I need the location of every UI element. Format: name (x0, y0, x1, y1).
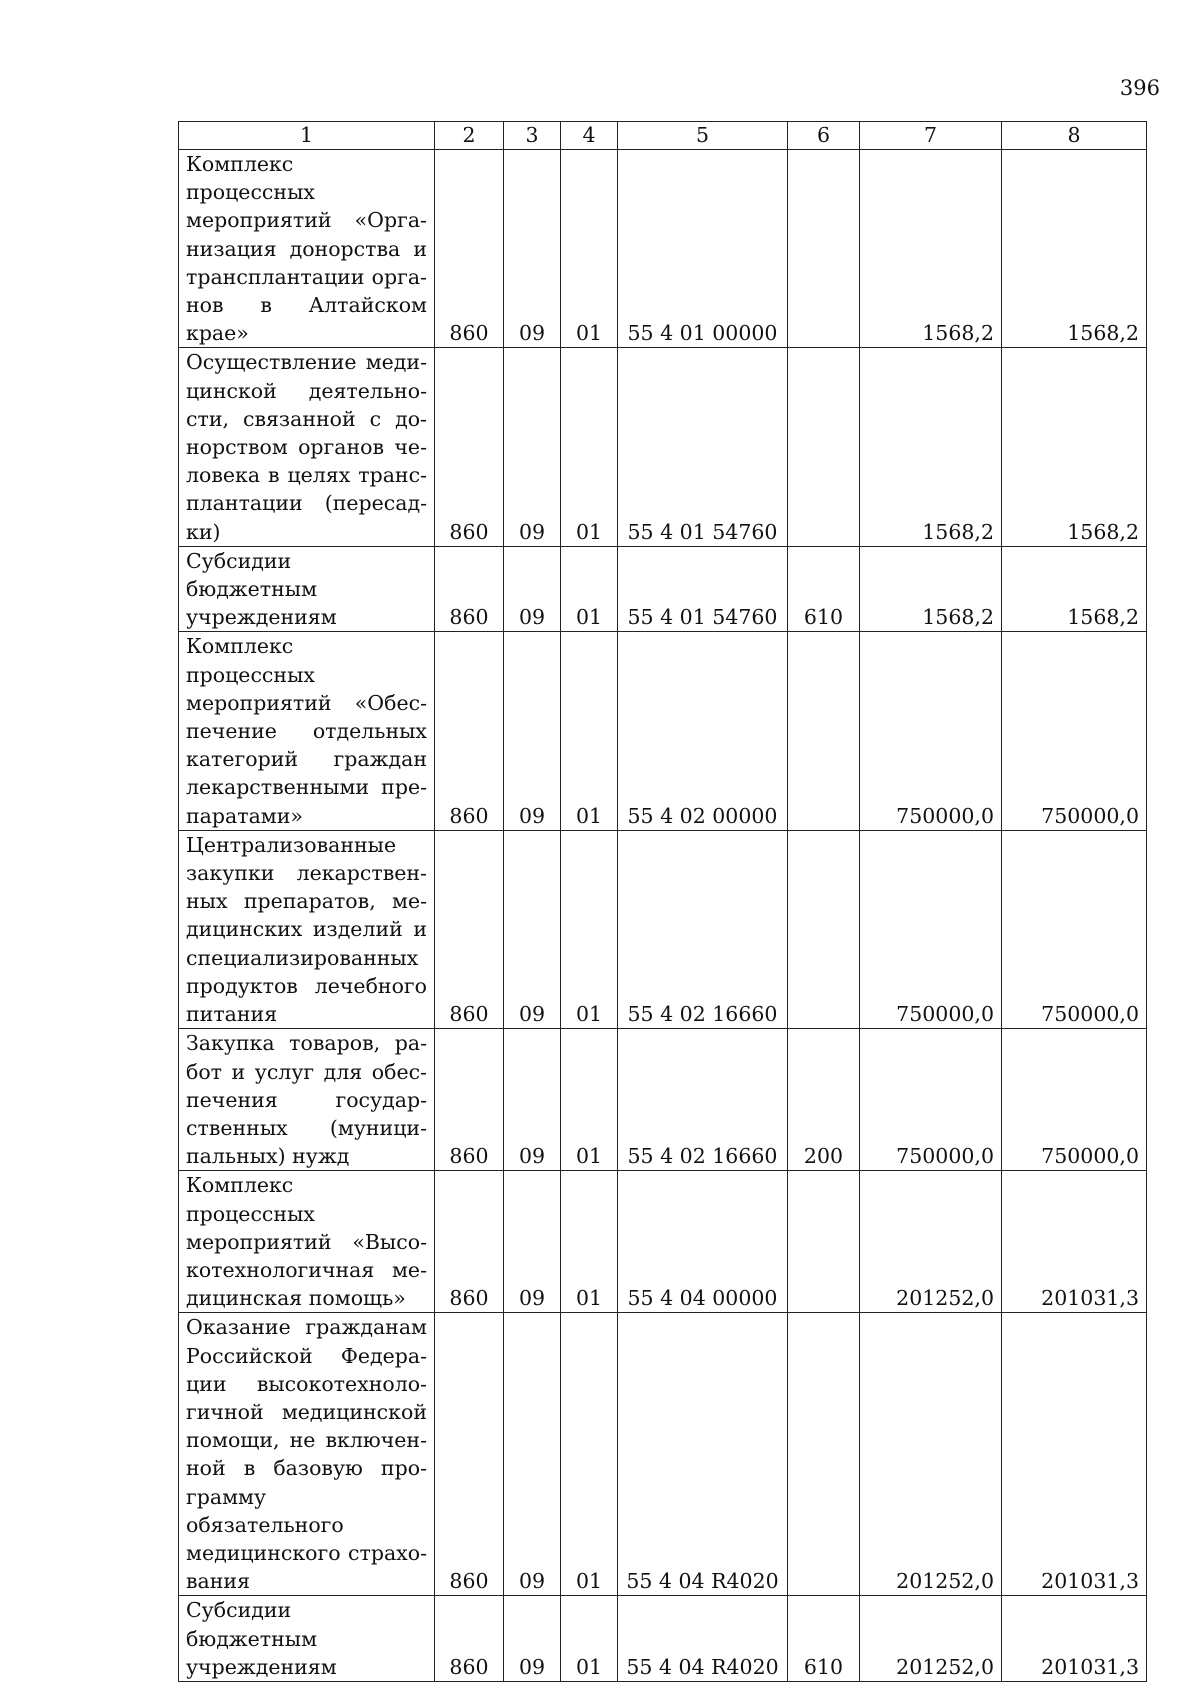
admin-code-cell: 860 (435, 1029, 504, 1171)
admin-code-cell: 860 (435, 1171, 504, 1313)
row-name-line: медицинского страхо- (186, 1540, 427, 1565)
section-code-cell: 09 (504, 1313, 561, 1596)
row-name-line: печения государ- (186, 1087, 427, 1112)
section-code-cell: 09 (504, 150, 561, 348)
target-article-cell: 55 4 01 00000 (618, 150, 788, 348)
row-name-line: вания (186, 1569, 251, 1594)
row-name-line: бот и услуг для обес- (186, 1059, 427, 1084)
target-article-cell: 55 4 02 16660 (618, 830, 788, 1028)
amount-col7-cell: 1568,2 (860, 150, 1002, 348)
column-header: 3 (504, 122, 561, 150)
budget-table (178, 121, 1147, 1682)
target-article-cell: 55 4 02 00000 (618, 632, 788, 830)
table-row (179, 1313, 1147, 1596)
amount-col8-cell: 750000,0 (1002, 830, 1147, 1028)
amount-col8-cell: 201031,3 (1002, 1596, 1147, 1682)
row-name-line: продуктов лечебного (186, 973, 427, 998)
row-name-cell (179, 348, 435, 546)
row-name-cell (179, 1596, 435, 1682)
expense-type-cell (788, 150, 860, 348)
admin-code-cell: 860 (435, 348, 504, 546)
table-row (179, 1029, 1147, 1171)
amount-col7-cell: 750000,0 (860, 830, 1002, 1028)
admin-code-cell: 860 (435, 830, 504, 1028)
section-code-cell: 09 (504, 830, 561, 1028)
row-name-cell (179, 150, 435, 348)
amount-col8-cell: 750000,0 (1002, 632, 1147, 830)
subsection-code-cell: 01 (561, 348, 618, 546)
column-header: 4 (561, 122, 618, 150)
row-name-line: Комплекс процессных (186, 152, 315, 205)
target-article-cell: 55 4 01 54760 (618, 546, 788, 632)
row-name-line: ной в базовую про- (186, 1456, 427, 1481)
amount-col8-cell: 201031,3 (1002, 1313, 1147, 1596)
row-name-line: сти, связанной с до- (186, 406, 427, 431)
row-name-cell (179, 632, 435, 830)
header-row (179, 122, 1147, 150)
expense-type-cell (788, 1313, 860, 1596)
section-code-cell: 09 (504, 1596, 561, 1682)
expense-type-cell (788, 830, 860, 1028)
subsection-code-cell: 01 (561, 150, 618, 348)
row-name-line: лекарственными пре- (186, 775, 427, 800)
row-name-line: плантации (пересад- (186, 491, 427, 516)
subsection-code-cell: 01 (561, 830, 618, 1028)
admin-code-cell: 860 (435, 1313, 504, 1596)
row-name-line: мероприятий «Орга- (186, 208, 427, 233)
page-number: 396 (1119, 76, 1160, 100)
row-name-line: питания (186, 1002, 278, 1027)
expense-type-cell (788, 348, 860, 546)
amount-col8-cell: 750000,0 (1002, 1029, 1147, 1171)
row-name-line: Оказание гражданам (186, 1315, 427, 1340)
row-name-line: печение отдельных (186, 719, 427, 744)
row-name-line: мероприятий «Высо- (186, 1229, 427, 1254)
row-name-line: ловека в целях транс- (186, 463, 427, 488)
row-name-line: ных препаратов, ме- (186, 889, 427, 914)
table-row (179, 348, 1147, 546)
amount-col7-cell: 201252,0 (860, 1596, 1002, 1682)
expense-type-cell (788, 632, 860, 830)
row-name-line: дицинских изделий и (186, 917, 427, 942)
row-name-line: крае» (186, 321, 249, 346)
amount-col8-cell: 1568,2 (1002, 546, 1147, 632)
row-name-line: Комплекс процессных (186, 1173, 315, 1226)
admin-code-cell: 860 (435, 632, 504, 830)
section-code-cell: 09 (504, 348, 561, 546)
row-name-line: Закупка товаров, ра- (186, 1031, 427, 1056)
amount-col7-cell: 201252,0 (860, 1171, 1002, 1313)
expense-type-cell: 610 (788, 1596, 860, 1682)
row-name-line: учреждениям (186, 1654, 337, 1679)
row-name-line: низация донорства и (186, 236, 427, 261)
row-name-line: котехнологичная ме- (186, 1257, 427, 1282)
amount-col8-cell: 1568,2 (1002, 150, 1147, 348)
row-name-line: Субсидии бюджетным (186, 548, 318, 602)
target-article-cell: 55 4 02 16660 (618, 1029, 788, 1171)
column-header: 2 (435, 122, 504, 150)
admin-code-cell: 860 (435, 150, 504, 348)
row-name-cell (179, 1313, 435, 1596)
row-name-line: пальных) нужд (186, 1144, 350, 1169)
target-article-cell: 55 4 04 R4020 (618, 1313, 788, 1596)
row-name-line: цинской деятельно- (186, 378, 427, 403)
row-name-line: норством органов че- (186, 435, 427, 460)
subsection-code-cell: 01 (561, 1029, 618, 1171)
row-name-line: ции высокотехноло- (186, 1371, 427, 1396)
row-name-line: мероприятий «Обес- (186, 690, 427, 715)
subsection-code-cell: 01 (561, 632, 618, 830)
subsection-code-cell: 01 (561, 1313, 618, 1596)
column-header: 1 (179, 122, 435, 150)
target-article-cell: 55 4 04 00000 (618, 1171, 788, 1313)
row-name-line: специализированных (186, 945, 419, 970)
admin-code-cell: 860 (435, 546, 504, 632)
row-name-cell (179, 1029, 435, 1171)
row-name-line: гичной медицинской (186, 1399, 427, 1424)
subsection-code-cell: 01 (561, 546, 618, 632)
amount-col8-cell: 1568,2 (1002, 348, 1147, 546)
table-row (179, 632, 1147, 830)
table-row (179, 1596, 1147, 1682)
target-article-cell: 55 4 04 R4020 (618, 1596, 788, 1682)
row-name-line: Осуществление меди- (186, 350, 427, 375)
section-code-cell: 09 (504, 1171, 561, 1313)
amount-col7-cell: 1568,2 (860, 348, 1002, 546)
row-name-line: Комплекс процессных (186, 634, 315, 687)
row-name-line: Субсидии бюджетным (186, 1598, 318, 1651)
row-name-line: дицинская помощь» (186, 1286, 406, 1311)
section-code-cell: 09 (504, 546, 561, 632)
section-code-cell: 09 (504, 1029, 561, 1171)
amount-col8-cell: 201031,3 (1002, 1171, 1147, 1313)
row-name-line: нов в Алтайском (186, 293, 427, 318)
row-name-line: Российской Федера- (186, 1343, 427, 1368)
row-name-line: учреждениям (186, 605, 337, 630)
column-header: 8 (1002, 122, 1147, 150)
column-header: 7 (860, 122, 1002, 150)
row-name-line: закупки лекарствен- (186, 861, 427, 886)
column-header: 6 (788, 122, 860, 150)
row-name-cell (179, 546, 435, 632)
row-name-line: категорий граждан (186, 747, 427, 772)
table-body (179, 122, 1147, 1682)
target-article-cell: 55 4 01 54760 (618, 348, 788, 546)
subsection-code-cell: 01 (561, 1171, 618, 1313)
subsection-code-cell: 01 (561, 1596, 618, 1682)
table-row (179, 1171, 1147, 1313)
amount-col7-cell: 750000,0 (860, 1029, 1002, 1171)
row-name-line: трансплантации орга- (186, 264, 427, 289)
admin-code-cell: 860 (435, 1596, 504, 1682)
row-name-line: паратами» (186, 803, 303, 828)
amount-col7-cell: 1568,2 (860, 546, 1002, 632)
row-name-line: помощи, не включен- (186, 1428, 427, 1453)
row-name-cell (179, 1171, 435, 1313)
row-name-line: ственных (муници- (186, 1115, 427, 1140)
table-row (179, 150, 1147, 348)
row-name-line: Централизованные (186, 832, 397, 857)
amount-col7-cell: 750000,0 (860, 632, 1002, 830)
row-name-cell (179, 830, 435, 1028)
amount-col7-cell: 201252,0 (860, 1313, 1002, 1596)
column-header: 5 (618, 122, 788, 150)
expense-type-cell: 200 (788, 1029, 860, 1171)
row-name-line: грамму обязательного (186, 1484, 344, 1537)
table-row (179, 546, 1147, 632)
expense-type-cell (788, 1171, 860, 1313)
expense-type-cell: 610 (788, 546, 860, 632)
table-row (179, 830, 1147, 1028)
section-code-cell: 09 (504, 632, 561, 830)
row-name-line: ки) (186, 519, 221, 544)
